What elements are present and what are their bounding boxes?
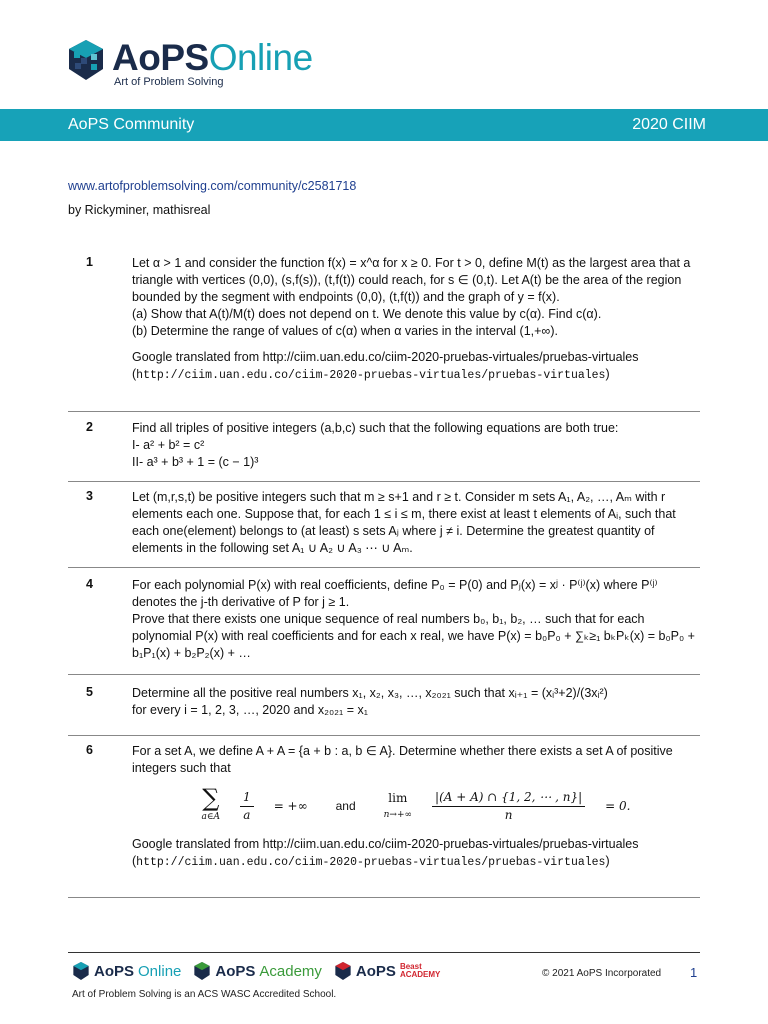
problem-text: for every i = 1, 2, 3, …, 2020 and x₂₀₂₁ = x₁ [132, 703, 368, 717]
divider [68, 735, 700, 736]
footer-logos [72, 961, 440, 981]
limit-symbol [384, 790, 412, 824]
sum-subscript: a∈A [201, 812, 221, 822]
problem-number: 1 [86, 255, 93, 269]
density-fraction [432, 789, 585, 824]
display-equation [132, 784, 700, 826]
translation-link[interactable]: http://ciim.uan.edu.co/ciim-2020-pruebas-virtuales/pruebas-virtuales [136, 369, 606, 382]
footer-logo-bold: AoPS [94, 962, 135, 980]
translation-link[interactable]: http://ciim.uan.edu.co/ciim-2020-pruebas-virtuales/pruebas-virtuales [136, 856, 606, 869]
aops-online-logo[interactable] [66, 38, 313, 88]
problem-text: II- a³ + b³ + 1 = (c − 1)³ [132, 455, 259, 469]
problem-number: 5 [86, 685, 93, 699]
aops-cube-icon [66, 38, 106, 82]
copyright-text: © 2021 AoPS Incorporated [542, 968, 662, 979]
divider [68, 567, 700, 568]
page-number: 1 [690, 965, 698, 980]
problem-text: Let (m,r,s,t) be positive integers such that m ≥ s+1 and r ≥ t. Consider m sets A₁, A₂, …, Aₘ with r elements each one. Suppose that, for each 1 ≤ i ≤ m, there exist at least t elements of Aᵢ, such that each one(element) belongs to (at least) s sets Aⱼ where j ≠ i. Determine the greatest quantity of elements in the following set A₁ ∪ A₂ ∪ A₃ ⋯ ∪ Aₘ. [132, 490, 676, 555]
equals-zero: = 0. [605, 799, 631, 813]
community-banner [0, 109, 768, 141]
problem-text: (b) Determine the range of values of c(α) when α varies in the interval (1,+∞). [132, 324, 558, 338]
authors-line: by Rickyminer, mathisreal [68, 203, 211, 217]
logo-subtitle: Art of Problem Solving [114, 76, 224, 88]
problem-1: 1 Let α > 1 and consider the function f(x) = x^α for x ≥ 0. For t > 0, define M(t) as the largest area that a triangle with vertices (0,0), (s,f(s)), (t,f(t)) could reach, for s ∈ (0,t). Let A(t) be the area of the region bounded by the segment with endpoints (0,0), (t,f(t)) and the graph of y = f(x). (a) Show that A(t)/M(t) does not depend on t. We denote this value by c(α). Find c(α). (b) Determine the range of values of c(α) when α varies in the interval (1,+∞). Google translated from http://ciim.uan.edu.co/ciim-2020-pruebas-virtuales/pruebas-virtuales (http://ciim.uan.edu.co/ciim-2020-pruebas-virtuales/pruebas-virtuales) [68, 255, 700, 384]
divider [68, 411, 700, 412]
limit-word: lim [388, 790, 408, 805]
accreditation-text: Art of Problem Solving is an ACS WASC Accredited School. [72, 989, 337, 1000]
problem-text: For a set A, we define A + A = {a + b : a, b ∈ A}. Determine whether there exists a set A of positive integers such that [132, 744, 673, 775]
problem-text: Prove that there exists one unique sequence of real numbers b₀, b₁, b₂, … such that for each polynomial P(x) with real coefficients and for each x real, we have P(x) = b₀P₀ + ∑ₖ≥₁ bₖPₖ(x) = b₀P₀ + b₁P₁(x) + b₂P₂(x) + … [132, 612, 695, 660]
logo-light-text: Online [208, 37, 313, 78]
problem-3 [68, 489, 700, 557]
logo-bold-text: AoPS [112, 37, 209, 78]
fraction-numerator: |(A + A) ∩ {1, 2, ⋯ , n}| [432, 789, 585, 807]
fraction-one-over-a [240, 789, 254, 824]
footer-logo-light: Academy [259, 962, 322, 980]
divider [68, 897, 700, 898]
footer-divider [68, 952, 700, 953]
problem-text: I- a² + b² = c² [132, 438, 205, 452]
academy-word: ACADEMY [399, 970, 441, 979]
fraction-numerator: 1 [240, 789, 254, 807]
problem-number: 2 [86, 420, 93, 434]
footer-logo-bold: AoPS [215, 962, 256, 980]
aops-cube-icon [193, 961, 211, 981]
equals-infinity: = +∞ [273, 799, 308, 813]
footer-aops-online-logo[interactable] [72, 961, 181, 981]
problem-6: 6 For a set A, we define A + A = {a + b : a, b ∈ A}. Determine whether there exists a set A of positive integers such that ∑ a∈A $\frac{1}{a}$ = +∞ and lim n→+∞ $\frac{|(A + A) \cap \{1, 2, \cdots , n\}|}{n}$ = 0. Google translated from http://ciim.uan.edu.co/ciim-2020-pruebas-virtuales/pruebas-virtuales (http://ciim.uan.edu.co/ciim-2020-pruebas-virtuales/pruebas-virtuales) [68, 743, 700, 871]
problem-2 [68, 420, 700, 471]
sum-symbol: ∑ a∈A [202, 787, 221, 826]
aops-cube-icon [72, 961, 90, 981]
translation-note: Google translated from http://ciim.uan.edu.co/ciim-2020-pruebas-virtuales/pruebas-virtuales [132, 837, 639, 851]
banner-contest-title: 2020 CIIM [632, 116, 706, 133]
beast-word: Beast [399, 962, 422, 971]
problem-text: For each polynomial P(x) with real coefficients, define P₀ = P(0) and Pⱼ(x) = xʲ · P⁽ʲ⁾(x) where P⁽ʲ⁾ denotes the j-th derivative of P for j ≥ 1. [132, 578, 658, 609]
footer-aops-academy-logo[interactable] [193, 961, 322, 981]
community-url-link[interactable]: www.artofproblemsolving.com/community/c2581718 [68, 179, 357, 193]
divider [68, 481, 700, 482]
fraction-denominator: a [243, 808, 251, 822]
banner-community-title: AoPS Community [68, 116, 195, 133]
fraction-denominator: n [504, 808, 513, 822]
problem-text: Find all triples of positive integers (a,b,c) such that the following equations are both true: [132, 421, 619, 435]
problem-text: Let α > 1 and consider the function f(x) = x^α for x ≥ 0. For t > 0, define M(t) as the largest area that a triangle with vertices (0,0), (s,f(s)), (t,f(t)) could reach, for s ∈ (0,t). Let A(t) be the area of the region bounded by the segment with endpoints (0,0), (t,f(t)) and the graph of y = f(x). [132, 256, 691, 304]
problem-number: 6 [86, 743, 93, 757]
footer-logo-light: Online [138, 962, 182, 980]
problem-text: Determine all the positive real numbers x₁, x₂, x₃, …, x₂₀₂₁ such that xᵢ₊₁ = (xᵢ³+2)/(3xᵢ²) [132, 686, 608, 700]
problem-number: 4 [86, 577, 93, 591]
problem-text: (a) Show that A(t)/M(t) does not depend on t. We denote this value by c(α). Find c(α). [132, 307, 602, 321]
problem-5 [68, 685, 700, 719]
footer-beast-academy-logo[interactable] [334, 961, 440, 981]
problem-number: 3 [86, 489, 93, 503]
and-word: and [335, 799, 356, 813]
limit-subscript: n→+∞ [383, 809, 413, 820]
footer-logo-bold: AoPS [355, 962, 396, 980]
translation-note: Google translated from http://ciim.uan.edu.co/ciim-2020-pruebas-virtuales/pruebas-virtuales [132, 350, 639, 364]
problem-4 [68, 577, 700, 662]
aops-cube-icon [334, 961, 352, 981]
divider [68, 674, 700, 675]
